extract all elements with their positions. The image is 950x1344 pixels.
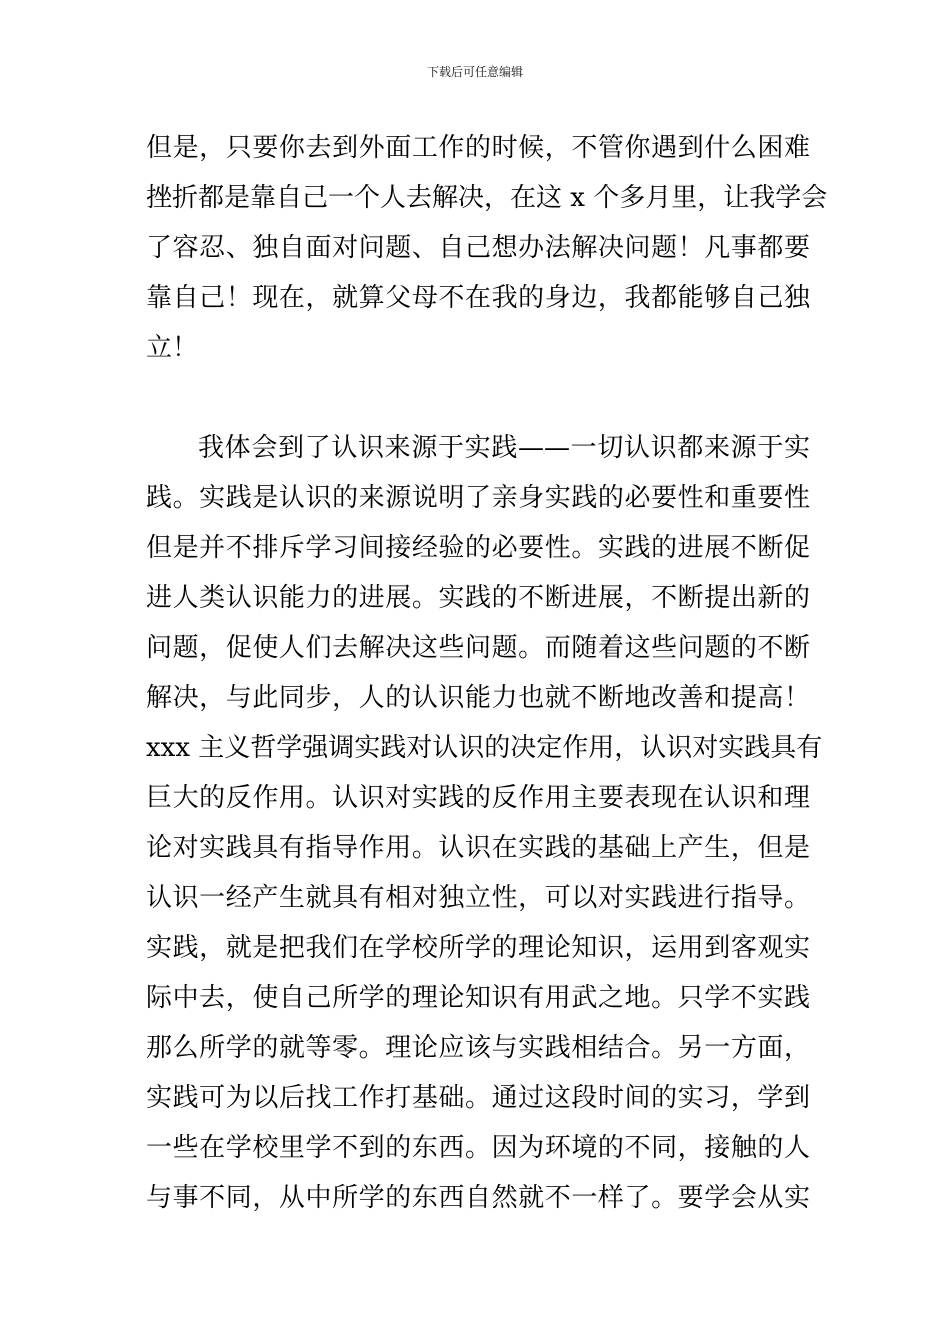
paragraph-2 (146, 423, 823, 1223)
text-line: 实践可为以后找工作打基础。通过这段时间的实习，学到 (146, 1083, 810, 1113)
text-line: 巨大的反作用。认识对实践的反作用主要表现在认识和理 (146, 783, 810, 813)
text-line: 那么所学的就等零。理论应该与实践相结合。另一方面， (146, 1033, 810, 1063)
text-line: 挫折都是靠自己一个人去解决，在这 x 个多月里，让我学会 (146, 183, 828, 213)
text-line: 一些在学校里学不到的东西。因为环境的不同，接触的人 (146, 1133, 810, 1163)
text-line: 但是，只要你去到外面工作的时候，不管你遇到什么困难 (146, 133, 810, 163)
paragraph-gap (146, 373, 810, 423)
text-line: 进人类认识能力的进展。实践的不断进展，不断提出新的 (146, 583, 810, 613)
text-line: 论对实践具有指导作用。认识在实践的基础上产生，但是 (146, 833, 810, 863)
text-line: 了容忍、独自面对问题、自己想办法解决问题！凡事都要 (146, 233, 810, 263)
document-body (146, 123, 828, 1223)
text-line: 解决，与此同步，人的认识能力也就不断地改善和提高！ (146, 683, 810, 713)
text-line: 但是并不排斥学习间接经验的必要性。实践的进展不断促 (146, 533, 810, 563)
text-line: 问题，促使人们去解决这些问题。而随着这些问题的不断 (146, 633, 810, 663)
text-line: 靠自己！现在，就算父母不在我的身边，我都能够自己独 (146, 283, 810, 313)
text-line: 立！ (146, 333, 199, 363)
page-header: 下载后可任意编辑 (426, 65, 523, 79)
text-line: 践。实践是认识的来源说明了亲身实践的必要性和重要性 (146, 483, 810, 513)
text-line: 实践，就是把我们在学校所学的理论知识，运用到客观实 (146, 933, 810, 963)
text-line: 我体会到了认识来源于实践——一切认识都来源于实 (198, 433, 810, 463)
text-line: xxx 主义哲学强调实践对认识的决定作用，认识对实践具有 (146, 733, 823, 763)
text-line: 际中去，使自己所学的理论知识有用武之地。只学不实践 (146, 983, 810, 1013)
text-line: 与事不同，从中所学的东西自然就不一样了。要学会从实 (146, 1183, 810, 1213)
text-line: 认识一经产生就具有相对独立性，可以对实践进行指导。 (146, 883, 810, 913)
paragraph-1 (146, 123, 828, 373)
